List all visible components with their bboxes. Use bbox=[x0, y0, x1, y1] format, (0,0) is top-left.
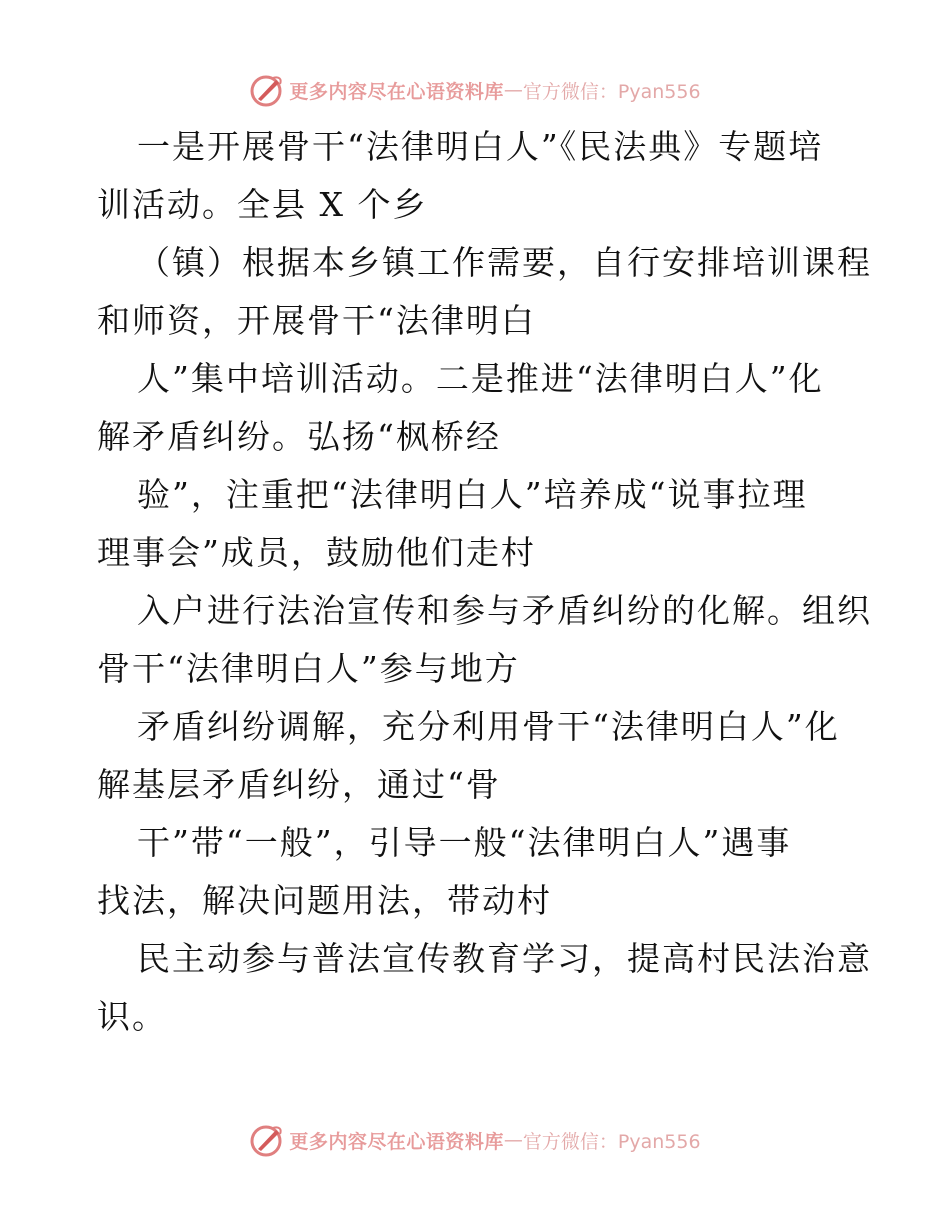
document-body bbox=[97, 118, 872, 1046]
text-line-16: 识。 bbox=[97, 997, 167, 1036]
text-line-5: 人”集中培训活动。二是推进“法律明白人”化 bbox=[137, 359, 824, 398]
watermark-suffix-text: 官方微信：Pyan556 bbox=[522, 1130, 701, 1153]
text-line-14: 找法，解决问题用法，带动村 bbox=[97, 881, 552, 920]
text-line-10: 骨干“法律明白人”参与地方 bbox=[97, 649, 520, 688]
watermark-separator: — bbox=[503, 1129, 523, 1151]
watermark-main-text: 更多内容尽在心语资料库 bbox=[289, 1130, 504, 1153]
text-line-9: 入户进行法治宣传和参与矛盾纠纷的化解。组织 bbox=[137, 591, 872, 630]
text-line-13: 干”带“一般”，引导一般“法律明白人”遇事 bbox=[137, 823, 792, 862]
text-line-7: 验”，注重把“法律明白人”培养成“说事拉理 bbox=[137, 475, 808, 514]
text-line-3: （镇）根据本乡镇工作需要，自行安排培训课程 bbox=[137, 243, 872, 282]
text-line-12: 解基层矛盾纠纷，通过“骨 bbox=[97, 765, 501, 804]
text-line-15: 民主动参与普法宣传教育学习，提高村民法治意 bbox=[137, 939, 872, 978]
header-watermark bbox=[0, 70, 950, 110]
text-line-8: 理事会”成员，鼓励他们走村 bbox=[97, 533, 536, 572]
text-line-1: 一是开展骨干“法律明白人”《民法典》专题培 bbox=[137, 127, 824, 166]
watermark-separator: — bbox=[503, 79, 523, 101]
watermark-suffix-text: 官方微信：Pyan556 bbox=[522, 80, 701, 103]
text-line-4: 和师资，开展骨干“法律明白 bbox=[97, 301, 536, 340]
text-line-11: 矛盾纠纷调解，充分利用骨干“法律明白人”化 bbox=[137, 707, 840, 746]
quill-logo-icon bbox=[249, 1122, 285, 1158]
quill-logo-icon bbox=[249, 72, 285, 108]
watermark-main-text: 更多内容尽在心语资料库 bbox=[289, 80, 504, 103]
footer-watermark bbox=[0, 1120, 950, 1160]
text-line-6: 解矛盾纠纷。弘扬“枫桥经 bbox=[97, 417, 501, 456]
text-line-2: 训活动。全县 X 个乡 bbox=[97, 185, 428, 224]
